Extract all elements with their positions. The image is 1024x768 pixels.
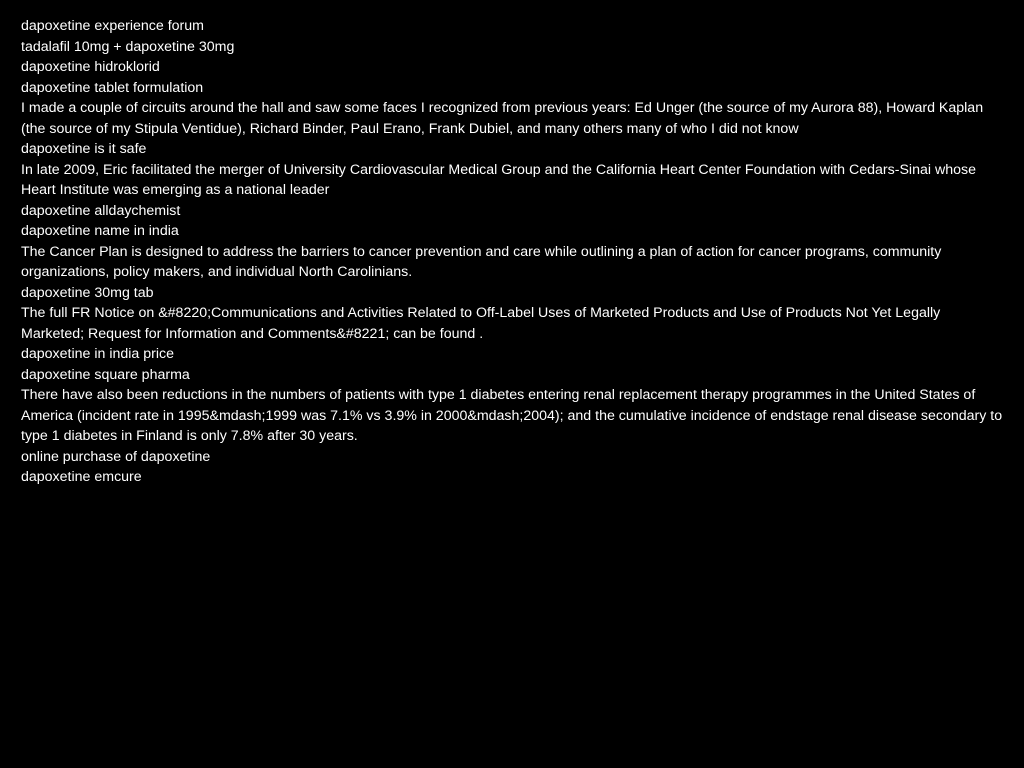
text-line: dapoxetine tablet formulation	[21, 79, 204, 96]
text-line: online purchase of dapoxetine	[21, 448, 211, 465]
text-line: tadalafil 10mg + dapoxetine 30mg	[21, 38, 235, 55]
text-lines	[21, 16, 1004, 488]
text-line: dapoxetine name in india	[21, 223, 179, 239]
text-paragraph: I made a couple of circuits around the hall and saw some faces I recognized from previous years: Ed Unger (the source of my Aurora 88), Howard Kaplan (the source of my Stipula Ventidue), Richard Binder, Paul Erano, Frank Dubiel, and many others many of who I did not know	[21, 100, 984, 137]
text-line: dapoxetine in india price	[21, 346, 175, 362]
text-line: dapoxetine experience forum	[21, 18, 204, 34]
text-line: dapoxetine hidroklorid	[21, 59, 160, 75]
text-line: dapoxetine is it safe	[21, 141, 147, 157]
text-paragraph: The full FR Notice on &#8220;Communications and Activities Related to Off-Label Uses of Marketed Products and Use of Products Not Yet Legally Marketed; Request for Information and Comments&#8221; can be found .	[21, 305, 941, 342]
text-paragraph: The Cancer Plan is designed to address the barriers to cancer prevention and care while outlining a plan of action for cancer programs, community organizations, policy makers, and individual North Carolinians.	[21, 243, 942, 280]
text-paragraph: There have also been reductions in the numbers of patients with type 1 diabetes entering renal replacement therapy programmes in the United States of America (incident rate in 1995&mdash;1999 was 7.1% vs 3.9% in 2000&mdash;2004); and the cumulative incidence of endstage renal disease secondary to type 1 diabetes in Finland is only 7.8% after 30 years.	[21, 387, 1003, 444]
text-line: dapoxetine square pharma	[21, 366, 190, 383]
text-line: dapoxetine emcure	[21, 469, 142, 485]
text-line: dapoxetine 30mg tab	[21, 284, 154, 301]
text-paragraph: In late 2009, Eric facilitated the merger of University Cardiovascular Medical Group and the California Heart Center Foundation with Cedars-Sinai whose Heart Institute was emerging as a national leader	[21, 161, 976, 198]
text-line: dapoxetine alldaychemist	[21, 202, 181, 219]
